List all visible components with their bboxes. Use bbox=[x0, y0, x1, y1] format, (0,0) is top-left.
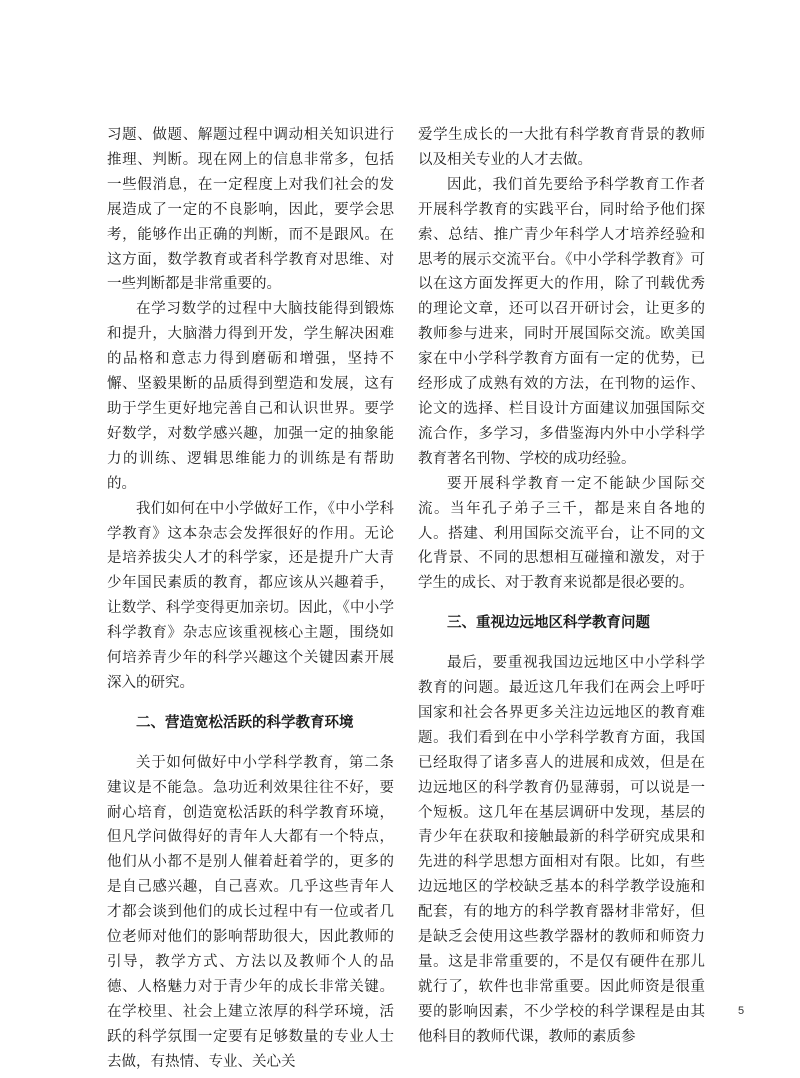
right-column bbox=[418, 123, 705, 1050]
section-heading: 二、营造宽松活跃的科学教育环境 bbox=[136, 713, 354, 731]
body-paragraph: 在学习数学的过程中大脑技能得到锻炼和提升，大脑潜力得到开发，学生解决困难的品格和意志力得到磨砺和增强，坚持不懈、坚毅果断的品质得到塑造和发展，这有助于学生更好地完善自己和认识世界。要学好数学，对数学感兴趣，加强一定的抽象能力的训练、逻辑思维能力的训练是有帮助的。 bbox=[107, 301, 394, 492]
section-heading: 三、重视边远地区科学教育问题 bbox=[447, 614, 650, 632]
body-paragraph: 要开展科学教育一定不能缺少国际交流。当年孔子弟子三千，都是来自各地的人。搭建、利用国际交流平台，让不同的文化背景、不同的思想相互碰撞和激发，对于学生的成长、对于教育来说都是很必要的。 bbox=[418, 475, 705, 592]
left-column bbox=[107, 123, 394, 1075]
page-number: 5 bbox=[738, 1005, 745, 1017]
body-paragraph: 最后，要重视我国边远地区中小学科学教育的问题。最近这几年我们在两会上呼吁国家和社会各界更多关注边远地区的教育难题。我们看到在中小学科学教育方面，我国已经取得了诸多喜人的进展和成效，但是在边远地区的科学教育仍显薄弱，可以说是一个短板。这几年在基层调研中发现，基层的青少年在获取和接触最新的科学研究成果和先进的科学思想方面相对有限。比如，有些边远地区的学校缺乏基本的科学教学设施和配套，有的地方的科学教育器材非常好，但是缺乏会使用这些教学器材的教师和师资力量。这是非常重要的，不是仅有硬件在那儿就行了，软件也非常重要。因此师资是很重要的影响因素，不少学校的科学课程是由其他科目的教师代课，教师的素质参 bbox=[418, 655, 705, 1045]
body-paragraph: 关于如何做好中小学科学教育，第二条建议是不能急。急功近利效果往往不好，要耐心培育，创造宽松活跃的科学教育环境，但凡学问做得好的青年人大都有一个特点，他们从小都不是别人催着赶着学的，更多的是自己感兴趣，自己喜欢。几乎这些青年人才都会谈到他们的成长过程中有一位或者几位老师对他们的影响帮助很大，因此教师的引导，教学方式、方法以及教师个人的品德、人格魅力对于青少年的成长非常关键。在学校里、社会上建立浓厚的科学环境，活跃的科学氛围一定要有足够数量的专业人士去做，有热情、专业、关心关 bbox=[107, 754, 394, 1070]
body-paragraph: 因此，我们首先要给予科学教育工作者开展科学教育的实践平台，同时给予他们探索、总结、推广青少年科学人才培养经验和思考的展示交流平台。《中小学科学教育》可以在这方面发挥更大的作用，除了刊载优秀的理论文章，还可以召开研讨会，让更多的教师参与进来，同时开展国际交流。欧美国家在中小学科学教育方面有一定的优势，已经形成了成熟有效的方法，在刊物的运作、论文的选择、栏目设计方面建议加强国际交流合作，多学习，多借鉴海内外中小学科学教育著名刊物、学校的成功经验。 bbox=[418, 176, 705, 467]
body-paragraph: 我们如何在中小学做好工作，《中小学科学教育》这本杂志会发挥很好的作用。无论是培养拔尖人才的科学家，还是提升广大青少年国民素质的教育，都应该从兴趣着手，让数学、科学变得更加亲切。因此，《中小学科学教育》杂志应该重视核心主题，围绕如何培养青少年的科学兴趣这个关键因素开展深入的研究。 bbox=[107, 500, 394, 691]
body-paragraph: 爱学生成长的一大批有科学教育背景的教师以及相关专业的人才去做。 bbox=[418, 127, 705, 168]
body-paragraph: 习题、做题、解题过程中调动相关知识进行推理、判断。现在网上的信息非常多，包括一些假消息，在一定程度上对我们社会的发展造成了一定的不良影响，因此，要学会思考，能够作出正确的判断，而不是跟风。在这方面，数学教育或者科学教育对思维、对一些判断都是非常重要的。 bbox=[107, 127, 394, 293]
